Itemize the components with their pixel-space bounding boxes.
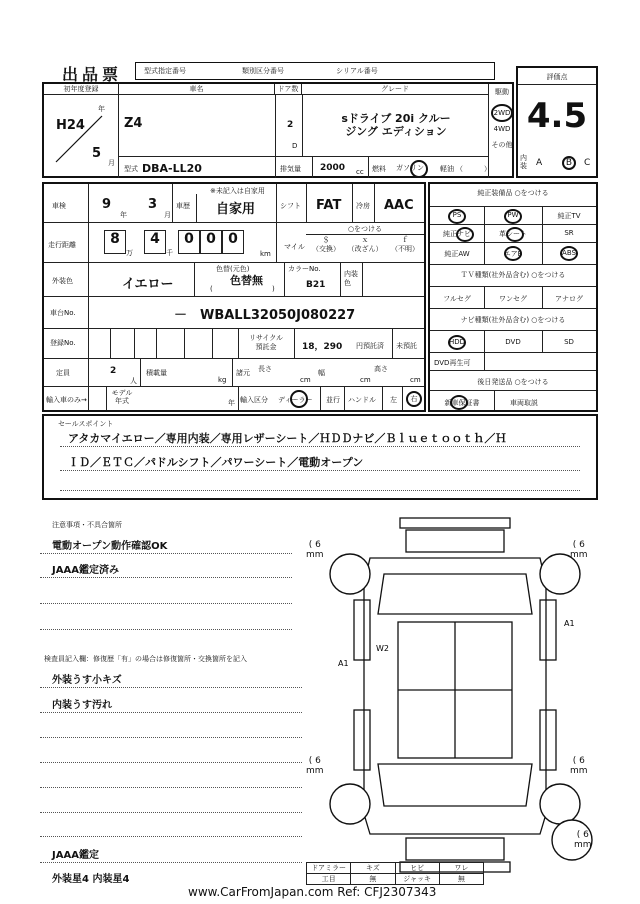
footer-ref: www.CarFromJapan.com Ref: CFJ2307343 [184, 885, 440, 899]
recycle-value: 18，290 [302, 342, 343, 352]
inspection-month: 3 [148, 197, 158, 212]
fuel-gasoline-circle [410, 160, 428, 178]
dim-height: 高さ [374, 365, 388, 373]
sales-point-label: セールスポイント [58, 420, 114, 428]
legend-r2-c1: 工目 [307, 874, 351, 885]
load-unit: kg [218, 376, 227, 384]
tire-rear-right-value: 6 [579, 756, 585, 766]
mileage-label: 走行距離 [48, 241, 76, 249]
tire-spare-value: 6 [583, 830, 589, 840]
legend-r1-c4: ワレ [439, 863, 483, 874]
dim-height-cm: cm [410, 376, 421, 384]
import-type-label: 輸入区分 [240, 396, 268, 404]
chassis-label: 車台No. [50, 309, 76, 317]
dim-width: 幅 [318, 369, 325, 377]
model-year-label: モデル 年式 [111, 389, 133, 405]
dim-width-cm: cm [360, 376, 371, 384]
notes-label: 注意事項・不具合箇所 [52, 521, 122, 529]
tire-rear-right-unit: mm [570, 766, 588, 776]
month-suffix: 月 [108, 159, 115, 167]
mileage-digit-1: 8 [104, 230, 126, 254]
equip-leather-circle [506, 227, 524, 242]
appraisal-stars: 外装星4 内装星4 [52, 874, 130, 885]
equip-tv: 純正TV [557, 212, 581, 220]
inspection-year-unit: 年 [120, 211, 127, 219]
note-line-1: 電動オープン動作確認OK [52, 541, 168, 552]
top-code-row [135, 62, 495, 80]
interior-a: A [536, 158, 543, 168]
year-suffix: 年 [98, 105, 105, 113]
dvd-playback: DVD再生可 [434, 359, 471, 367]
grade-label: グレード [302, 84, 488, 95]
damage-mark-w2: W2 [376, 644, 389, 653]
car-name: Z4 [124, 116, 143, 131]
damage-mark-a1-left: A1 [338, 659, 349, 668]
equip-ps-circle [448, 209, 466, 224]
import-type-dealer: ディーラー [278, 396, 313, 404]
interior-color-label: 内装 色 [344, 270, 358, 287]
equip-leather: 革シート [499, 230, 527, 238]
displacement-value: 2000 [320, 163, 346, 173]
inspection-month-unit: 月 [164, 211, 171, 219]
inspector-label: 検査員記入欄：修復歴「有」の場合は修復箇所・交換箇所を記入 [44, 655, 247, 663]
tire-front-left-value: 6 [315, 540, 321, 550]
model-value: DBA-LL20 [142, 162, 202, 175]
doors-value: 2 [287, 120, 294, 130]
cc-unit: cc [356, 168, 364, 176]
tire-rear-right: ( 6 mm [570, 756, 588, 776]
first-reg-year: H24 [56, 118, 85, 133]
mileage-km: km [260, 250, 271, 258]
shift-label: シフト [280, 202, 301, 210]
inspection-label: 車検 [52, 202, 66, 210]
capacity-label: 定員 [56, 369, 70, 377]
damage-mark-a1-right: A1 [564, 619, 575, 628]
history-value: 自家用 [216, 202, 256, 217]
car-damage-diagram [310, 514, 600, 874]
inspection-year: 9 [102, 197, 112, 212]
tire-front-left-unit: mm [306, 550, 324, 560]
model-designation-label: 型式指定番号 [144, 67, 186, 75]
load-label: 積載量 [146, 369, 167, 377]
legend-r1-c2: キズ [351, 863, 395, 874]
equip-abs-circle [560, 246, 578, 261]
tv-title: ＴＶ種類(社外品含む) ○をつける [460, 271, 566, 279]
color-value: イエロー [122, 277, 174, 292]
capacity-unit: 人 [130, 377, 137, 385]
ac-value: AAC [384, 198, 414, 213]
vehicle-header-block [42, 82, 514, 178]
tv-oneseg: ワンセグ [499, 295, 527, 303]
equip-airbag-circle [504, 246, 522, 261]
tire-front-right: ( 6 mm [570, 540, 588, 560]
equipment-block [428, 182, 598, 412]
equip-abs: ABS [562, 249, 576, 257]
mile-changed: ｘ （改ざん） [347, 236, 383, 253]
color-no-label: カラーNo. [288, 265, 321, 273]
mile-unknown: ｆ （不明） [391, 236, 419, 253]
drive-label: 駆動 [495, 88, 509, 96]
model-label: 型式 [124, 165, 138, 173]
later-warranty: 新車保証書 [444, 399, 480, 407]
fuel-other: （ ） [456, 165, 491, 173]
color-change-value: 色替無 [230, 274, 263, 287]
equip-sr: SR [564, 229, 574, 237]
grade-line1: sドライブ 20i クルー [341, 112, 451, 125]
interior-b-circled: B [562, 156, 576, 170]
legend-r2-c2: 無 [351, 874, 395, 885]
form-title: 出品票 [62, 65, 123, 84]
tire-spare: ( 6 mm [574, 830, 592, 850]
displacement-label: 排気量 [280, 165, 301, 173]
mileage-man: 万 [126, 249, 133, 257]
legend-r2-c3: ジャッキ [395, 874, 439, 885]
equip-navi: 純正ナビ [443, 230, 471, 238]
mileage-digit-2: 4 [144, 230, 166, 254]
ac-label: 冷房 [356, 202, 370, 210]
navi-title: ナビ種類(社外品含む) ○をつける [460, 316, 566, 324]
dim-length: 長さ [258, 365, 272, 373]
equip-aw: 純正AW [444, 250, 470, 258]
door-suffix: D [292, 142, 298, 150]
mile-label: マイル [284, 243, 305, 251]
serial-label: シリアル番号 [336, 67, 378, 75]
history-note: ※未記入は自家用 [210, 187, 265, 195]
shift-value: FAT [316, 198, 342, 213]
first-reg-month: 5 [92, 146, 102, 161]
tire-front-left: ( 6 mm [306, 540, 324, 560]
import-label: 輸入車のみ→ [46, 396, 87, 404]
dim-length-cm: cm [300, 376, 311, 384]
mileage-digit-3: 0 [178, 230, 200, 254]
recycle-paid: 円預託済 [356, 342, 384, 350]
navi-dvd: DVD [505, 338, 521, 346]
equip-navi-circle [456, 227, 474, 242]
equip-pw: PW [507, 211, 519, 219]
handle-label: ハンドル [348, 396, 376, 404]
note-line-2: JAAA鑑定済み [52, 565, 119, 576]
model-year-unit: 年 [228, 399, 235, 407]
appraisal-label: JAAA鑑定 [52, 850, 99, 861]
recycle-label: リサイクル 預託金 [248, 334, 284, 351]
mileage-digit-4: 0 [200, 230, 222, 254]
score-box [516, 66, 598, 178]
parallel-label: 並行 [326, 396, 340, 404]
recycle-unpaid: 未預託 [396, 342, 417, 350]
tv-analog: アナログ [555, 295, 583, 303]
score-value: 4.5 [526, 96, 588, 136]
tire-rear-left-unit: mm [306, 766, 324, 776]
dealer-circle [290, 390, 308, 408]
later-warranty-circle [450, 395, 468, 410]
handle-right-circled: 右 [406, 391, 422, 407]
inspector-line-2: 内装うす汚れ [52, 700, 112, 711]
later-manual: 車両取説 [510, 399, 538, 407]
legend-r1-c3: ヒビ [395, 863, 439, 874]
interior-c: C [584, 158, 591, 168]
capacity-value: 2 [110, 366, 117, 376]
interior-label: 内 装 [520, 154, 527, 170]
chassis-value: － WBALL32050J080227 [174, 308, 356, 323]
color-change-label: 色替(元色) [216, 265, 250, 273]
doors-label: ドア数 [275, 84, 302, 95]
first-reg-label: 初年度登録 [44, 84, 119, 95]
color-no-value: B21 [306, 280, 326, 290]
drive-4wd: 4WD [493, 125, 511, 133]
mile-swap: ＄ （交換） [312, 236, 340, 253]
spec-block [42, 182, 426, 412]
grade-text [306, 112, 486, 138]
equip-pw-circle [504, 209, 522, 224]
paren-left: ( [210, 285, 213, 293]
tire-rear-left: ( 6 mm [306, 756, 324, 776]
fuel-label: 燃料 [372, 165, 386, 173]
navi-hdd: HDD [448, 338, 466, 346]
equipment-title: 純正装備品 ○をつける [477, 189, 549, 197]
tv-fullseg: フルセグ [443, 295, 471, 303]
damage-legend [306, 862, 484, 885]
sales-point-line1: アタカマイエロー／専用内装／専用レザーシート／ＨＤＤナビ／Ｂｌｕｅｔｏｏｔｈ／Ｈ [68, 432, 507, 445]
mileage-digit-5: 0 [222, 230, 244, 254]
tire-front-right-unit: mm [570, 550, 588, 560]
paren-right: ) [272, 285, 275, 293]
navi-hdd-circle [448, 335, 466, 350]
equip-ps: PS [452, 211, 462, 219]
legend-r2-c4: 無 [439, 874, 483, 885]
legend-r1-c1: ドアミラー [307, 863, 351, 874]
fuel-diesel: 軽油 [440, 165, 454, 173]
date-slash [54, 114, 104, 164]
score-label: 評価点 [518, 70, 596, 85]
car-name-label: 車名 [119, 84, 275, 95]
mileage-sen: 千 [166, 249, 173, 257]
navi-sd: SD [564, 338, 574, 346]
color-label: 外装色 [52, 277, 73, 285]
history-label: 車歴 [176, 202, 190, 210]
later-title: 後日発送品 ○をつける [477, 378, 549, 386]
handle-left: 左 [390, 396, 397, 404]
inspector-line-1: 外装うす小キズ [52, 675, 122, 686]
tire-spare-unit: mm [574, 840, 592, 850]
equip-airbag: エアB [503, 250, 523, 258]
reg-no-label: 登録No. [50, 339, 76, 347]
drive-other: その他 [491, 141, 513, 149]
mark-note: ○をつける [306, 224, 424, 235]
drive-2wd-circled: 2WD [491, 104, 513, 122]
sales-point-block [42, 414, 598, 500]
sales-point-line2: ＩＤ／ＥＴＣ／パドルシフト／パワーシート／電動オープン [68, 456, 364, 469]
fuel-gasoline: ガソリン [396, 164, 424, 172]
dims-label: 諸元 [236, 369, 250, 377]
tire-rear-left-value: 6 [315, 756, 321, 766]
category-label: 類別区分番号 [242, 67, 284, 75]
grade-line2: ジング エディション [345, 125, 447, 138]
tire-front-right-value: 6 [579, 540, 585, 550]
